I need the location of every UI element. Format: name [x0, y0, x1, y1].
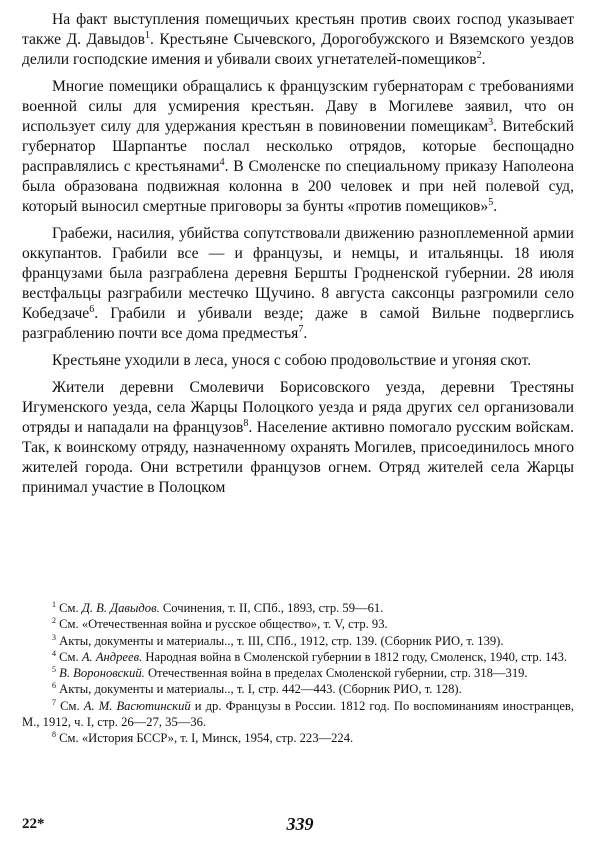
- text-run: .: [493, 198, 498, 215]
- footnote-text: См.: [56, 698, 84, 713]
- text-run: . Население активно помогало русским войскам. Так, к воинскому отряду, назначенному охранять Могилев, присоединилось много жителей города. Они встретили французов огнем. Отряд жителей села Жарцы принимал участие в Полоцком: [22, 419, 574, 496]
- footnote-ref: 7: [298, 323, 304, 335]
- footnote-text: См. «История БССР», т. I, Минск, 1954, стр. 223—224.: [56, 731, 354, 746]
- footnote-number: 3: [52, 632, 56, 642]
- footnote: [22, 665, 574, 681]
- footnote-number: 8: [52, 730, 56, 740]
- author-name: А. М. Васютинский: [83, 698, 191, 713]
- text-run: На факт выступления помещичьих крестьян против своих господ указывает также Д. Давыдов: [22, 11, 574, 48]
- author-name: А. Андреев.: [81, 649, 143, 664]
- signature-mark: 22*: [22, 816, 45, 832]
- text-run: . Витебский губернатор Шарпантье послал несколько отрядов, которые беспощадно расправлялись с крестьянами: [22, 118, 574, 175]
- footnote: [22, 600, 574, 616]
- footnote: [22, 616, 574, 632]
- footnote-number: 1: [52, 599, 56, 609]
- footnote: [22, 681, 574, 697]
- text-run: Грабежи, насилия, убийства сопутствовали движению разноплеменной армии оккупантов. Грабили все — и французы, и немцы, и итальянцы. 18 июля французами была разграблена деревня Бершты Гродненской губернии. 28 июля вестфальцы разграбили местечко Щучино. 8 августа саксонцы разгромили село Кобедзаче: [22, 225, 574, 322]
- footnote: [22, 649, 574, 665]
- footnote-text: Народная война в Смоленской губернии в 1812 году, Смоленск, 1940, стр. 143.: [142, 649, 568, 664]
- footnote-text: Акты, документы и материалы.., т. I, стр. 442—443. (Сборник РИО, т. 128).: [56, 682, 462, 697]
- footnote-text: и др. Французы в России. 1812 год. По воспоминаниям иностранцев, М., 1912, ч. I, стр. 26—27, 35—36.: [22, 698, 575, 730]
- footnote-text: См. «Отечественная война и русское общество», т. V, стр. 93.: [56, 617, 388, 632]
- footnote-text: См.: [56, 601, 82, 615]
- footnote-number: 5: [52, 665, 56, 674]
- paragraph: [22, 378, 574, 498]
- page-number: 339: [286, 814, 314, 834]
- footnote-ref: 6: [89, 303, 95, 315]
- text-run: .: [481, 51, 486, 68]
- footnote-text: См.: [56, 649, 82, 664]
- footnote-text: Акты, документы и материалы.., т. III, СПб., 1912, стр. 139. (Сборник РИО, т. 139).: [56, 633, 504, 648]
- paragraph: [22, 351, 574, 371]
- footnote-number: 4: [52, 648, 56, 658]
- text-run: . Грабили и убивали везде; даже в самой Вильне подверглись разграблению почти все дома предместья: [22, 305, 574, 342]
- footnote: [22, 698, 574, 731]
- footnote-ref: 4: [219, 156, 225, 168]
- footnotes: [22, 600, 574, 747]
- main-text: [22, 10, 574, 505]
- paragraph: [22, 77, 574, 217]
- paragraph: [22, 224, 574, 344]
- text-run: . В Смоленске по специальному приказу Наполеона была образована подвижная колонна в 200 человек и при ней полевой суд, который выносил смертные приговоры за бунты «против помещиков»: [22, 158, 575, 215]
- text-run: .: [303, 325, 308, 342]
- footnote-ref: 1: [144, 29, 150, 41]
- footnote-text: Сочинения, т. II, СПб., 1893, стр. 59—61.: [159, 601, 384, 615]
- footnote-ref: 5: [488, 196, 494, 208]
- footnote: [22, 633, 574, 649]
- footnote-ref: 2: [476, 49, 482, 61]
- footnote-ref: 8: [243, 417, 249, 429]
- footnote-number: 2: [52, 616, 56, 626]
- footnote-number: 6: [52, 681, 56, 691]
- author-name: В. Вороновский.: [59, 666, 145, 681]
- text-run: Многие помещики обращались к французским губернаторам с требованиями военной силы для усмирения крестьян. Даву в Могилеве заявил, что он использует силу для удержания крестьян в повиновении помещикам: [22, 78, 574, 135]
- footnote-ref: 3: [488, 116, 494, 128]
- paragraph: [22, 10, 574, 70]
- text-run: Жители деревни Смолевичи Борисовского уезда, деревни Трестяны Игуменского уезда, села Жарцы Полоцкого уезда и ряда других сел организовали отряды и нападали на французов: [22, 379, 574, 436]
- author-name: Д. В. Давыдов.: [81, 601, 160, 615]
- footnote: [22, 730, 574, 746]
- footnote-text: Отечественная война в пределах Смоленской губернии, стр. 318—319.: [144, 666, 528, 681]
- text-run: Крестьяне уходили в леса, унося с собою продовольствие и угоняя скот.: [52, 352, 532, 369]
- text-run: . Крестьяне Сычевского, Дорогобужского и Вяземского уездов делили господские имения и убивали своих угнетателей-помещиков: [22, 31, 574, 68]
- footnote-number: 7: [52, 697, 56, 707]
